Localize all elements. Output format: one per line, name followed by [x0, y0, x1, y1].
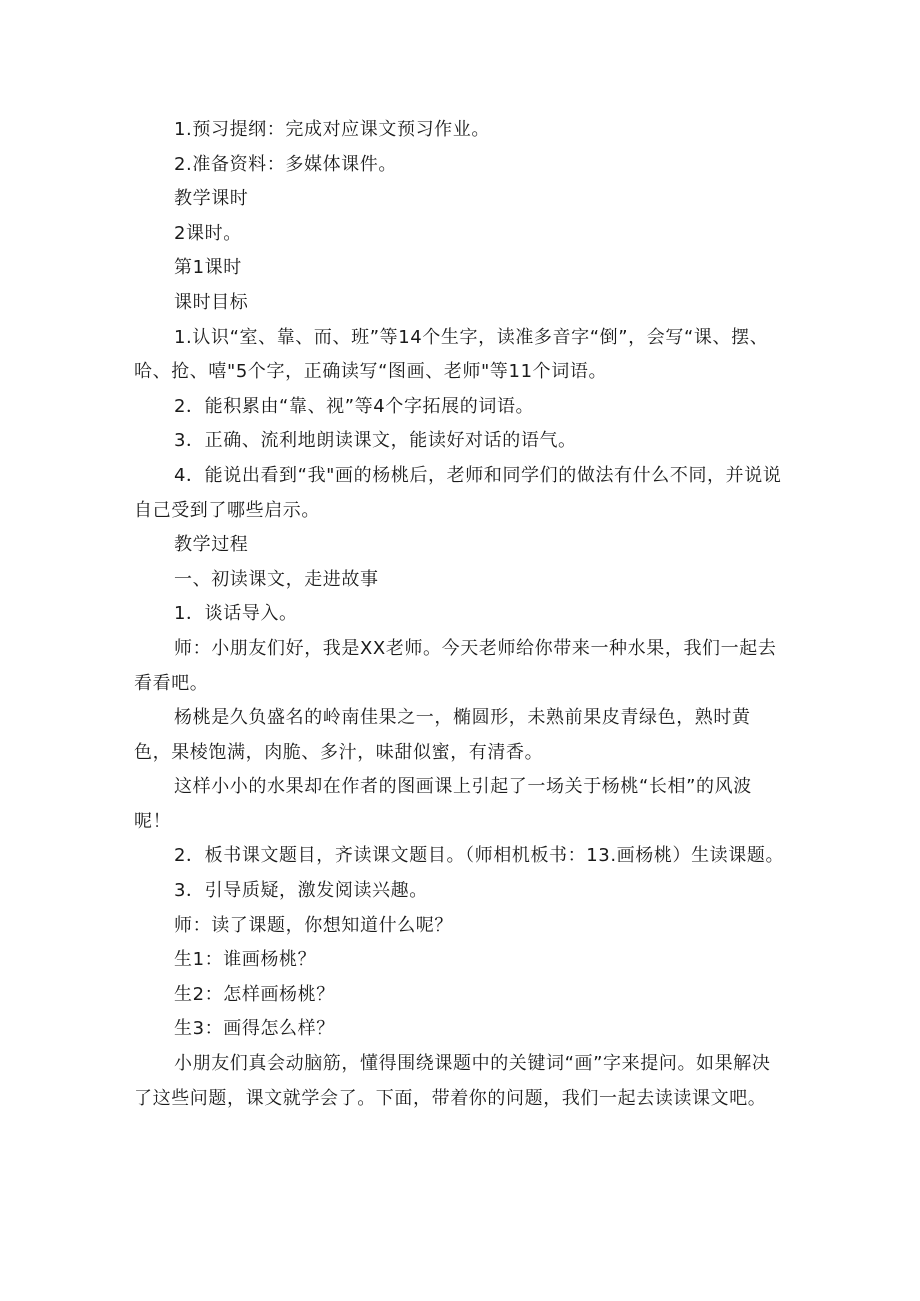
heading-teaching-process: 教学过程	[174, 534, 249, 556]
section-heading-first-reading: 一、初读课文，走进故事	[174, 568, 379, 590]
student-answer-3: 生3：画得怎么样？	[174, 1018, 335, 1040]
student-answer-2: 生2：怎样画杨桃？	[174, 983, 335, 1005]
step-2-title: 2．板书课文题目，齐读课文题目。（师相机板书：13.画杨桃）生读课题。	[174, 845, 785, 867]
goal-item-4: 4．能说出看到“我"画的杨桃后，老师和同学们的做法有什么不同，并说说自己受到了哪些启示。	[134, 464, 782, 521]
starfruit-description: 杨桃是久负盛名的岭南佳果之一，椭圆形，未熟前果皮青绿色，熟时黄色，果棱饱满，肉脆、多汁，味甜似蜜，有清香。	[134, 707, 751, 763]
goal-item-1: 1.认识“室、靠、而、班”等14个生字，读准多音字“倒”，会写“课、摆、哈、抢、嘻"5个字，正确读写“图画、老师"等11个词语。	[134, 326, 769, 383]
goal-item-3: 3．正确、流利地朗读课文，能读好对话的语气。	[174, 430, 577, 452]
heading-lesson-1: 第1课时	[174, 257, 242, 279]
goal-item-2: 2．能积累由“靠、视”等4个字拓展的词语。	[174, 395, 535, 417]
document-body	[134, 113, 786, 1116]
heading-class-hours: 教学课时	[174, 188, 249, 210]
teacher-question: 师：读了课题，你想知道什么呢？	[174, 914, 453, 936]
step-1-intro: 1．谈话导入。	[174, 603, 298, 625]
student-answer-1: 生1：谁画杨桃？	[174, 949, 317, 971]
teacher-summary: 小朋友们真会动脑筋，懂得围绕课题中的关键词“画”字来提问。如果解决了这些问题，课文就学会了。下面，带着你的问题，我们一起去读读课文吧。	[134, 1053, 771, 1109]
heading-lesson-goals: 课时目标	[174, 291, 249, 313]
paragraph-class-hours-count: 2课时。	[174, 222, 242, 244]
paragraph-materials: 2.准备资料：多媒体课件。	[174, 153, 397, 175]
teacher-greeting: 师：小朋友们好，我是XX老师。今天老师给你带来一种水果，我们一起去看看吧。	[134, 637, 777, 694]
paragraph-prep-outline: 1.预习提纲：完成对应课文预习作业。	[174, 119, 490, 140]
step-3-questioning: 3．引导质疑，激发阅读兴趣。	[174, 880, 428, 902]
story-hook: 这样小小的水果却在作者的图画课上引起了一场关于杨桃“长相”的风波呢！	[134, 776, 752, 832]
